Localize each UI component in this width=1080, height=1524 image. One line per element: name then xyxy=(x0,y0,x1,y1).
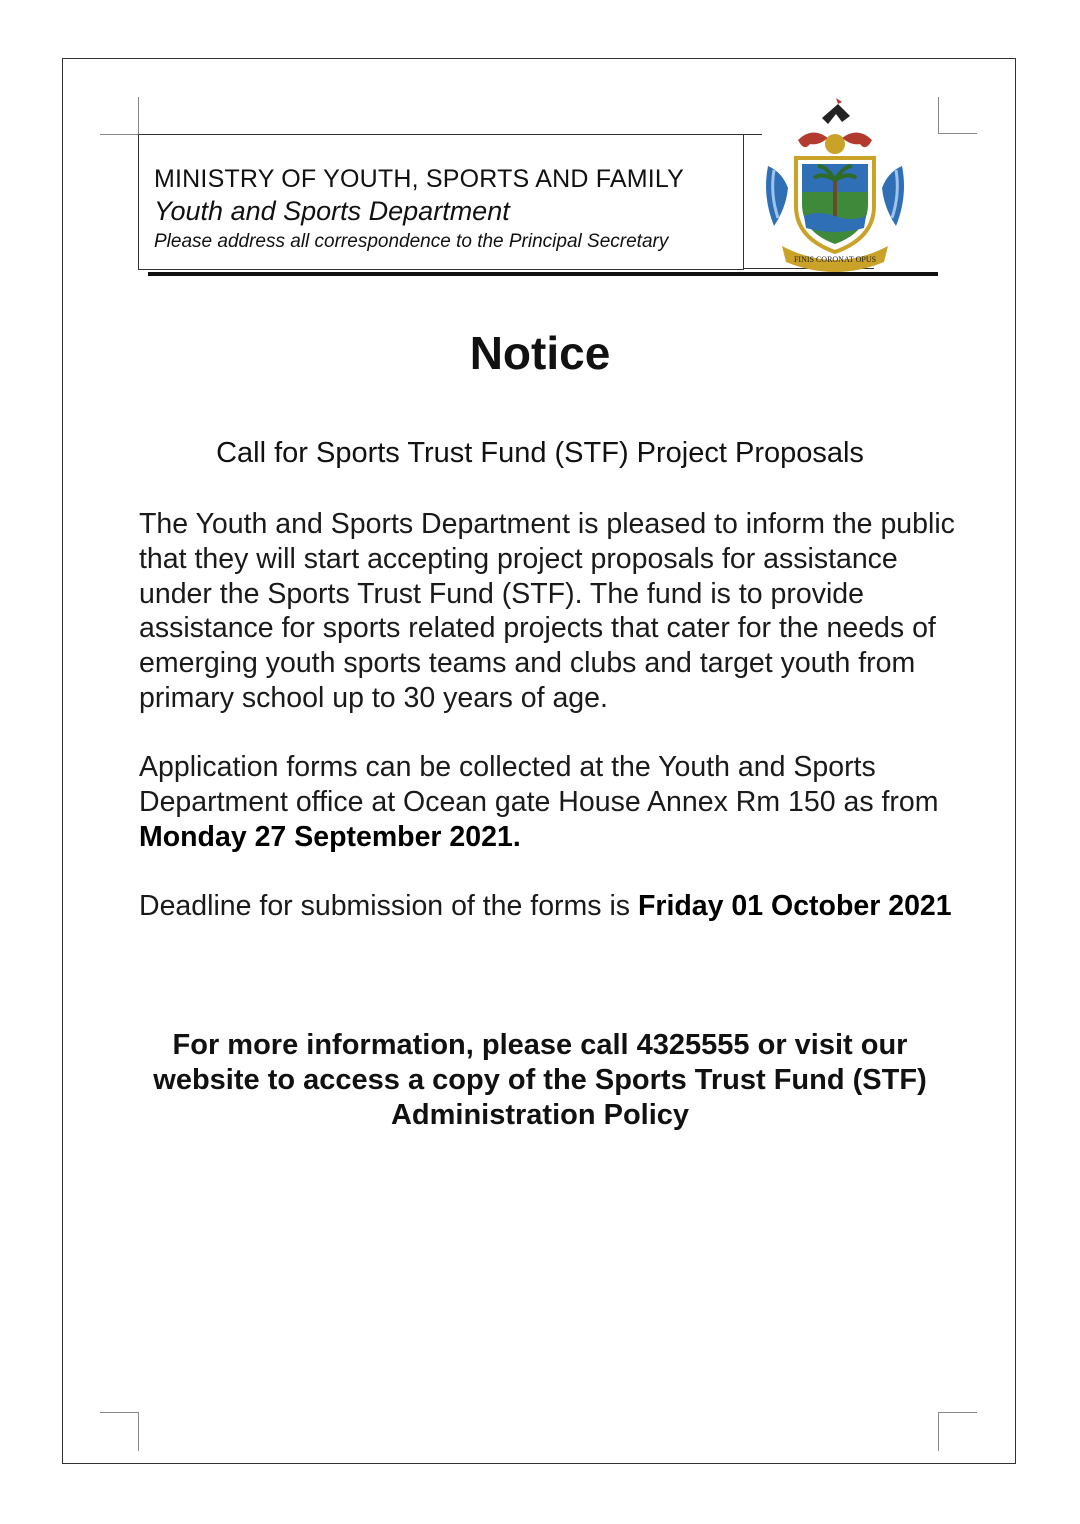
department-name: Youth and Sports Department xyxy=(154,196,510,226)
notice-subtitle: Call for Sports Trust Fund (STF) Project Proposals xyxy=(216,437,864,469)
start-date: Monday 27 September 2021. xyxy=(139,820,521,853)
deadline-text: Deadline for submission of the forms is xyxy=(139,890,638,922)
coat-of-arms-icon xyxy=(752,96,918,272)
deadline-date: Friday 01 October 2021 xyxy=(637,890,952,922)
header-rule xyxy=(148,272,938,276)
crop-mark-bottom-left xyxy=(100,1412,139,1451)
crop-mark-top-left xyxy=(138,97,139,135)
ministry-name: MINISTRY OF YOUTH, SPORTS AND FAMILY xyxy=(154,165,684,193)
contact-information: For more information, please call 4325555 or visit our website to access a copy of the Sports Trust Fund (STF) Administration Policy xyxy=(153,1029,927,1131)
crop-mark-bottom-right xyxy=(938,1412,977,1451)
paragraph-application xyxy=(139,750,959,854)
correspondence-note: Please address all correspondence to the Principal Secretary xyxy=(154,231,669,252)
crop-mark-top-right xyxy=(938,97,977,134)
notice-title: Notice xyxy=(469,327,611,379)
motto-text: FINIS CORONAT OPUS xyxy=(793,255,877,264)
crop-mark-top-left xyxy=(100,134,138,135)
paragraph-intro: The Youth and Sports Department is pleased to inform the public that they will start accepting project proposals for assistance under the Sports Trust Fund (STF). The fund is to provide assistance for sports related projects that cater for the needs of emerging youth sports teams and clubs and target youth from primary school up to 30 years of age. xyxy=(139,508,955,714)
paragraph-deadline xyxy=(139,889,959,924)
application-text: Application forms can be collected at the Youth and Sports Department office at Ocean gate House Annex Rm 150 as from xyxy=(139,751,939,818)
